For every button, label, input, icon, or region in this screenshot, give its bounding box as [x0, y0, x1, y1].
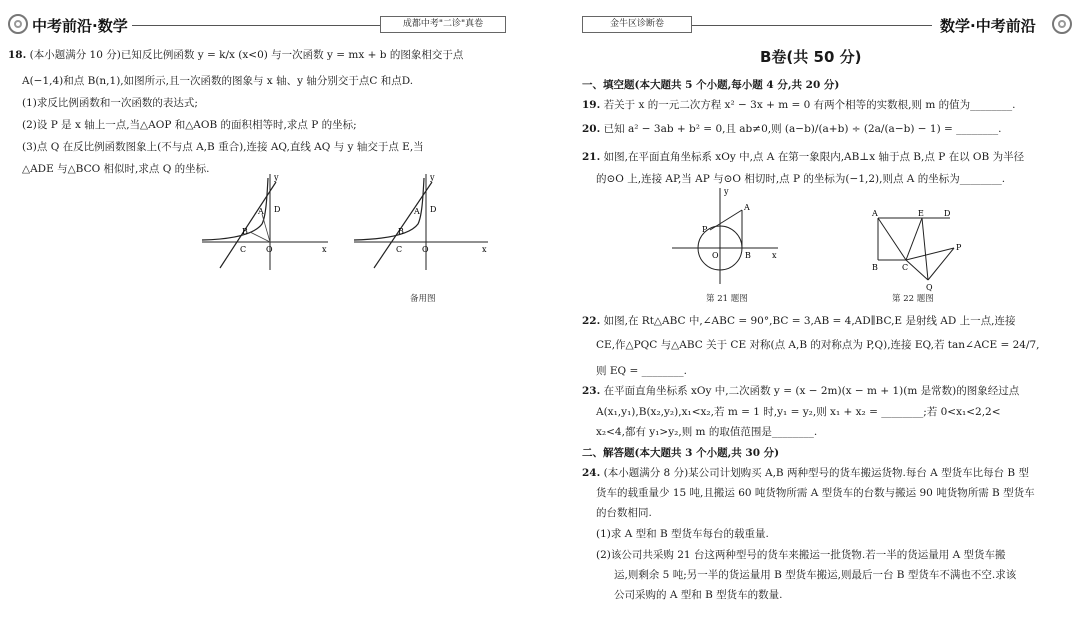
label-b: B: [242, 227, 248, 236]
label-y: y: [724, 187, 729, 196]
label-c: C: [902, 263, 909, 272]
q18-part-2: (2)设 P 是 x 轴上一点,当△AOP 和△AOB 的面积相等时,求点 P 的坐标;: [22, 119, 357, 131]
question-20: [582, 122, 1002, 136]
segment-ac: [878, 218, 906, 260]
segment-pq: [928, 248, 954, 280]
header-tag: 成都中考"二诊"真卷: [380, 16, 506, 33]
header-brand: 中考前沿·数学: [32, 17, 128, 35]
linear-function-line: [374, 182, 432, 268]
left-page: [0, 0, 530, 630]
q18-line-2: A(−1,4)和点 B(n,1),如图所示,且一次函数的图象与 x 轴、y 轴分别交于点C 和点D.: [22, 75, 414, 87]
q22-number: 22.: [582, 315, 601, 327]
logo-icon: [8, 14, 28, 34]
q22-line-2: CE,作△PQC 与△ABC 关于 CE 对称(点 A,B 的对称点为 P,Q),连接 EQ,若 tan∠ACE = 24/7,: [596, 339, 1040, 351]
q24-part-2: (2)该公司共采购 21 台这两种型号的货车来搬运一批货物.若一半的货运量用 A 型货车搬: [596, 549, 1006, 561]
part-2-heading: 二、解答题(本大题共 3 个小题,共 30 分): [582, 447, 780, 459]
label-q: Q: [926, 283, 933, 292]
label-o: O: [266, 245, 273, 254]
label-p: P: [702, 225, 708, 234]
label-a: A: [744, 203, 750, 212]
q23-number: 23.: [582, 385, 601, 397]
label-c: C: [240, 245, 247, 254]
linear-function-line: [220, 182, 276, 268]
label-o: O: [712, 251, 719, 260]
segment-cq: [906, 260, 928, 280]
label-x: x: [772, 251, 777, 260]
q21-line-2: 的⊙O 上,连接 AP,当 AP 与⊙O 相切时,点 P 的坐标为(−1,2),则点 A 的坐标为________.: [596, 173, 1006, 185]
q21-caption: 第 21 题图: [706, 294, 748, 304]
q18-part-3: (3)点 Q 在反比例函数图象上(不与点 A,B 重合),连接 AQ,直线 AQ 与 y 轴交于点 E,当: [22, 141, 424, 153]
q23-line-1: 在平面直角坐标系 xOy 中,二次函数 y = (x − 2m)(x − m + 1)(m 是常数)的图象经过点: [603, 385, 1020, 397]
label-b: B: [872, 263, 878, 272]
part-1-heading: 一、填空题(本大题共 5 个小题,每小题 4 分,共 20 分): [582, 79, 840, 91]
logo-icon: [1052, 14, 1072, 34]
q19-text: 若关于 x 的一元二次方程 x² − 3x + m = 0 有两个相等的实数根,则 m 的值为________.: [603, 99, 1016, 111]
q24-part-2-end: 公司采购的 A 型和 B 型货车的数量.: [614, 589, 783, 601]
label-e: E: [918, 210, 924, 218]
label-a: A: [258, 207, 264, 216]
header-brand: 数学·中考前沿: [940, 17, 1036, 35]
q21-number: 21.: [582, 151, 601, 163]
q18-part-3-cont: △ADE 与△BCO 相似时,求点 Q 的坐标.: [22, 163, 210, 175]
label-b: B: [745, 251, 751, 260]
header-tag: 金牛区诊断卷: [582, 16, 692, 33]
left-header: [0, 14, 530, 38]
q18-number: 18.: [8, 49, 27, 61]
q23-line-2: A(x₁,y₁),B(x₂,y₂),x₁<x₂,若 m = 1 时,y₁ = y₂,则 x₁ + x₂ = ________;若 0<x₁<2,2<: [596, 406, 1001, 418]
q24-part-1: (1)求 A 型和 B 型货车每台的载重量.: [596, 528, 769, 540]
label-p: P: [956, 243, 962, 252]
q22-caption: 第 22 题图: [892, 294, 934, 304]
label-x: x: [322, 245, 327, 254]
section-title: B卷(共 50 分): [760, 48, 862, 66]
right-header: [560, 14, 1080, 38]
q19-number: 19.: [582, 99, 601, 111]
segment-cp: [906, 248, 954, 260]
segment-bo: [250, 232, 270, 242]
q18-figure-main: [200, 172, 330, 272]
q24-line-2: 货车的载重量少 15 吨,且搬运 60 吨货物所需 A 型货车的台数与搬运 90 吨货物所需 B 型货车: [596, 487, 1035, 499]
q20-number: 20.: [582, 123, 601, 135]
label-d: D: [944, 210, 951, 218]
label-a: A: [872, 210, 878, 218]
q24-line-1: (本小题满分 8 分)某公司计划购买 A,B 两种型号的货车搬运货物.每台 A 型货车比每台 B 型: [603, 467, 1029, 479]
header-rule: [692, 25, 932, 26]
q22-figure: [870, 210, 980, 296]
label-c: C: [396, 245, 403, 254]
q18-line-1: 18. (本小题满分 10 分)已知反比例函数 y = k/x (x<0) 与一次函数 y = mx + b 的图象相交于点: [8, 49, 464, 61]
question-19: [582, 98, 1016, 112]
label-d: D: [430, 205, 437, 214]
q21-line-1: 如图,在平面直角坐标系 xOy 中,点 A 在第一象限内,AB⊥x 轴于点 B,点 P 在以 OB 为半径: [603, 151, 1025, 163]
q20-text: 已知 a² − 3ab + b² = 0,且 ab≠0,则 (a−b)/(a+b) ÷ (2a/(a−b) − 1) = ________.: [603, 123, 1002, 135]
right-page: [560, 0, 1080, 630]
q24-line-3: 的台数相同.: [596, 507, 652, 519]
header-rule: [132, 25, 380, 26]
segment-ce: [906, 218, 922, 260]
label-y: y: [430, 173, 435, 182]
q23-line-3: x₂<4,都有 y₁>y₂,则 m 的取值范围是________.: [596, 426, 818, 438]
label-o: O: [422, 245, 429, 254]
q22-line-3: 则 EQ = ________.: [596, 365, 687, 377]
q18-part-1: (1)求反比例函数和一次函数的表达式;: [22, 97, 198, 109]
label-y: y: [274, 173, 279, 182]
q18-figure-backup: [352, 172, 492, 272]
q24-number: 24.: [582, 467, 601, 479]
label-x: x: [482, 245, 487, 254]
label-a: A: [414, 207, 420, 216]
label-d: D: [274, 205, 281, 214]
q21-figure: [670, 186, 780, 286]
label-b: B: [398, 227, 404, 236]
backup-figure-caption: 备用图: [410, 294, 436, 304]
q22-line-1: 如图,在 Rt△ABC 中,∠ABC = 90°,BC = 3,AB = 4,AD∥BC,E 是射线 AD 上一点,连接: [603, 315, 1016, 327]
q24-part-2-cont: 运,则剩余 5 吨;另一半的货运量用 B 型货车搬运,则最后一台 B 型货车不满也不空.求该: [614, 569, 1017, 581]
segment-ao: [262, 214, 270, 242]
segment-eq: [922, 218, 928, 280]
